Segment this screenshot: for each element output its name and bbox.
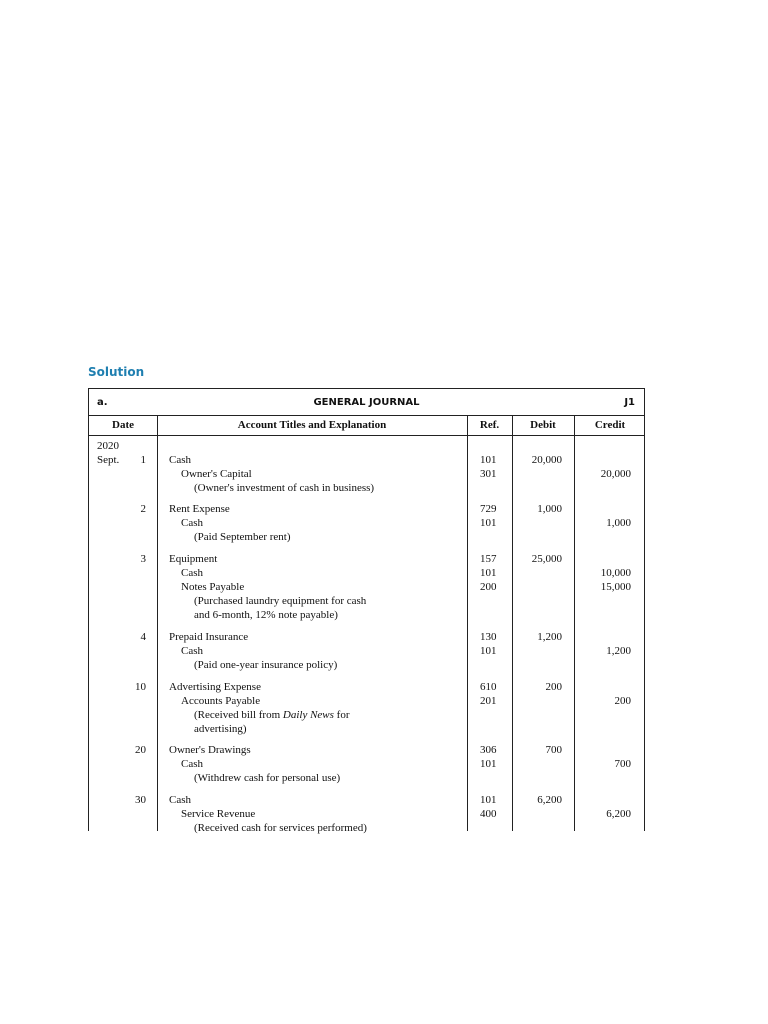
account-title: Prepaid Insurance [169,631,249,643]
credit-amount: 15,000 [600,581,631,593]
entry-day: 1 [140,454,146,466]
entry-day: 4 [140,631,146,643]
account-title: Cash [181,645,203,657]
ref-number: 200 [480,581,497,593]
account-title: Notes Payable [181,581,245,593]
debit-amount: 6,200 [537,794,562,806]
account-title: Rent Expense [169,503,230,515]
credit-amount: 1,000 [606,517,631,529]
account-title: Cash [181,517,203,529]
account-title: Service Revenue [181,808,256,820]
account-title: Advertising Expense [169,681,261,693]
explanation-text: (Purchased laundry equipment for cash [194,595,367,607]
account-title: Cash [181,758,203,770]
entry-day: 2 [140,503,146,515]
date-column-header: Date [112,419,134,431]
ref-number: 157 [480,553,497,565]
part-label: a. [97,397,108,408]
credit-amount: 20,000 [600,468,631,480]
journal-title-row [89,389,644,416]
ref-number: 400 [480,808,497,820]
column-divider [512,415,513,831]
entry-day: 30 [135,794,146,806]
credit-amount: 700 [614,758,631,770]
account-title: Cash [181,567,203,579]
credit-column-header: Credit [594,419,626,431]
explanation-text: (Received cash for services performed) [194,822,367,834]
debit-amount: 200 [545,681,562,693]
ref-number: 729 [480,503,497,515]
debit-amount: 25,000 [531,553,562,565]
column-header-row [89,415,644,436]
ref-number: 306 [480,744,497,756]
explanation-text: (Paid one-year insurance policy) [194,659,338,671]
entry-day: 20 [135,744,146,756]
explanation-text: (Withdrew cash for personal use) [194,772,341,784]
ref-number: 101 [480,758,497,770]
ref-number: 201 [480,695,497,707]
explanation-text: (Owner's investment of cash in business) [194,482,375,494]
solution-heading: Solution [88,365,145,379]
ref-number: 101 [480,517,497,529]
account-title: Cash [169,794,191,806]
account-title: Owner's Drawings [169,744,251,756]
account-column-header: Account Titles and Explanation [237,419,387,431]
debit-amount: 20,000 [531,454,562,466]
ref-number: 130 [480,631,497,643]
year-label: 2020 [97,440,119,452]
column-divider [157,415,158,831]
entry-day: 3 [140,553,146,565]
ref-number: 101 [480,567,497,579]
explanation-text: advertising) [194,723,247,735]
credit-amount: 10,000 [600,567,631,579]
column-divider [467,415,468,831]
credit-amount: 6,200 [606,808,631,820]
general-journal-table [88,388,645,834]
explanation-text: (Paid September rent) [194,531,291,543]
ref-number: 101 [480,645,497,657]
debit-column-header: Debit [530,419,556,431]
account-title: Accounts Payable [181,695,261,707]
journal-page-label: J1 [624,397,635,408]
debit-amount: 1,000 [537,503,562,515]
explanation-text: (Received bill from Daily News for [194,709,350,721]
ref-number: 301 [480,468,497,480]
explanation-text: and 6-month, 12% note payable) [194,609,338,621]
ref-number: 101 [480,454,497,466]
journal-title: GENERAL JOURNAL [313,397,420,408]
account-title: Owner's Capital [181,468,252,480]
ref-number: 101 [480,794,497,806]
debit-amount: 1,200 [537,631,562,643]
ref-column-header: Ref. [479,419,500,431]
debit-amount: 700 [545,744,562,756]
credit-amount: 1,200 [606,645,631,657]
credit-amount: 200 [614,695,631,707]
entry-day: 10 [135,681,146,693]
account-title: Equipment [169,553,218,565]
account-title: Cash [169,454,191,466]
month-label: Sept. [97,454,120,466]
ref-number: 610 [480,681,497,693]
